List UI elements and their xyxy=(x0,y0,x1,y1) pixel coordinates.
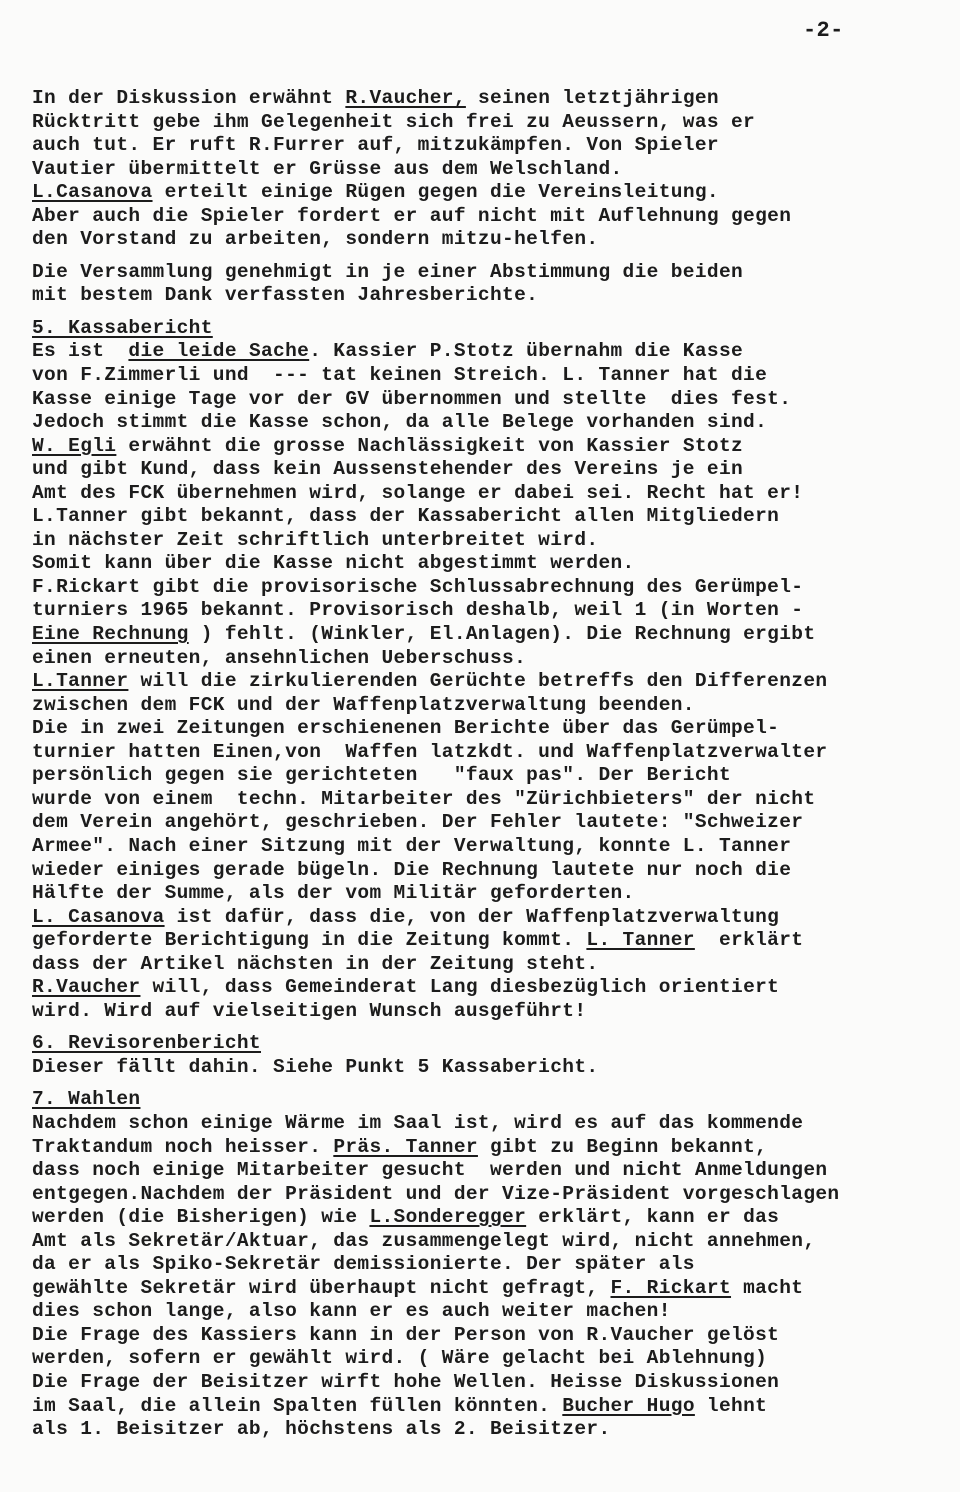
paragraph-gap xyxy=(32,308,947,317)
underlined-name: W. Egli xyxy=(32,434,117,457)
text-line xyxy=(32,811,947,835)
line-segment: in nächster Zeit schriftlich unterbreitet wird. xyxy=(32,528,599,551)
text-line xyxy=(32,882,947,906)
underlined-name: L. Casanova xyxy=(32,905,165,928)
text-line xyxy=(32,261,947,285)
line-segment: 5. Kassabericht xyxy=(32,316,213,339)
text-line xyxy=(32,1112,947,1136)
line-segment: Amt des FCK übernehmen wird, solange er dabei sei. Recht hat er! xyxy=(32,481,804,504)
text-line xyxy=(32,764,947,788)
line-segment: will, dass Gemeinderat Lang diesbezüglich orientiert xyxy=(140,976,780,999)
line-segment: Hälfte der Summe, als der vom Militär geforderten. xyxy=(32,882,635,905)
line-segment: Traktandum noch heisser. xyxy=(32,1135,334,1158)
line-segment: Die in zwei Zeitungen erschienenen Berichte über das Gerümpel- xyxy=(32,717,780,740)
line-segment: Amt als Sekretär/Aktuar, das zusammengelegt wird, nicht annehmen, xyxy=(32,1229,816,1252)
text-line xyxy=(32,717,947,741)
section-heading xyxy=(32,1032,947,1056)
text-line xyxy=(32,134,947,158)
text-line xyxy=(32,599,947,623)
line-segment: will die zirkulierenden Gerüchte betreffs den Differenzen xyxy=(128,670,828,693)
text-line xyxy=(32,458,947,482)
text-line xyxy=(32,388,947,412)
line-segment: wird. Wird auf vielseitigen Wunsch ausgeführt! xyxy=(32,999,587,1022)
text-line xyxy=(32,623,947,647)
text-line xyxy=(32,181,947,205)
line-segment: Es ist xyxy=(32,340,129,363)
text-line xyxy=(32,205,947,229)
text-line xyxy=(32,1277,947,1301)
line-segment: zwischen dem FCK und der Waffenplatzverwaltung beenden. xyxy=(32,693,695,716)
line-segment: dies schon lange, also kann er es auch weiter machen! xyxy=(32,1300,671,1323)
line-segment: geforderte Berichtigung in die Zeitung kommt. xyxy=(32,929,587,952)
text-line xyxy=(32,1159,947,1183)
line-segment: werden (die Bisherigen) wie xyxy=(32,1206,370,1229)
line-segment: wieder einiges gerade bügeln. Die Rechnung lautete nur noch die xyxy=(32,858,792,881)
underlined-name: L.Casanova xyxy=(32,181,153,204)
text-line xyxy=(32,1056,947,1080)
text-line xyxy=(32,1253,947,1277)
text-line xyxy=(32,529,947,553)
text-line xyxy=(32,1136,947,1160)
underlined-name: die leide Sache xyxy=(128,340,310,363)
line-segment: Dieser fällt dahin. Siehe Punkt 5 Kassabericht. xyxy=(32,1055,599,1078)
underlined-name: L.Sonderegger xyxy=(369,1206,527,1229)
line-segment: Rücktritt gebe ihm Gelegenheit sich frei zu Aeussern, was er xyxy=(32,110,756,133)
text-line xyxy=(32,228,947,252)
line-segment: Aber auch die Spieler fordert er auf nicht mit Auflehnung gegen xyxy=(32,204,792,227)
line-segment: einen erneuten, ansehnlichen Ueberschuss. xyxy=(32,646,527,669)
line-segment: den Vorstand zu arbeiten, sondern mitzu-helfen. xyxy=(32,228,599,251)
text-line xyxy=(32,111,947,135)
line-segment: ) fehlt. (Winkler, El.Anlagen). Die Rechnung ergibt xyxy=(188,623,816,646)
line-segment: da er als Spiko-Sekretär demissionierte. Der später als xyxy=(32,1253,695,1276)
line-segment: auch tut. Er ruft R.Furrer auf, mitzukämpfen. Von Spieler xyxy=(32,134,719,157)
line-segment: gibt zu Beginn bekannt, xyxy=(477,1135,768,1158)
line-segment: im Saal, die allein Spalten füllen könnten. xyxy=(32,1394,563,1417)
line-segment: . Kassier P.Stotz übernahm die Kasse xyxy=(309,340,744,363)
text-line xyxy=(32,1183,947,1207)
text-line xyxy=(32,87,947,111)
line-segment: Nachdem schon einige Wärme im Saal ist, wird es auf das kommende xyxy=(32,1111,804,1134)
paragraph-gap xyxy=(32,1023,947,1032)
text-line xyxy=(32,340,947,364)
text-line xyxy=(32,741,947,765)
line-segment: Jedoch stimmt die Kasse schon, da alle Belege vorhanden sind. xyxy=(32,411,768,434)
underlined-name: L. Tanner xyxy=(586,929,695,952)
text-line xyxy=(32,906,947,930)
line-segment: persönlich gegen sie gerichteten "faux pas". Der Bericht xyxy=(32,764,732,787)
line-segment: turnier hatten Einen,von Waffen latzkdt. und Waffenplatzverwalter xyxy=(32,740,828,763)
text-line xyxy=(32,859,947,883)
line-segment: seinen letztjährigen xyxy=(465,87,719,109)
text-line xyxy=(32,1418,947,1442)
line-segment: als 1. Beisitzer ab, höchstens als 2. Beisitzer. xyxy=(32,1418,611,1441)
underlined-name: R.Vaucher xyxy=(32,976,141,999)
line-segment: dass der Artikel nächsten in der Zeitung steht. xyxy=(32,952,599,975)
text-line xyxy=(32,1230,947,1254)
line-segment: von F.Zimmerli und --- tat keinen Streich. L. Tanner hat die xyxy=(32,364,768,387)
text-line xyxy=(32,364,947,388)
text-line xyxy=(32,435,947,459)
section-heading xyxy=(32,1088,947,1112)
underlined-name: Präs. Tanner xyxy=(333,1135,478,1158)
line-segment: und gibt Kund, dass kein Aussenstehender des Vereins je ein xyxy=(32,458,744,481)
line-segment: dem Verein angehört, geschrieben. Der Fehler lautete: "Schweizer xyxy=(32,811,804,834)
line-segment: Die Frage der Beisitzer wirft hohe Wellen. Heisse Diskussionen xyxy=(32,1370,780,1393)
text-line xyxy=(32,929,947,953)
line-segment: Die Versammlung genehmigt in je einer Abstimmung die beiden xyxy=(32,260,744,283)
text-line xyxy=(32,788,947,812)
line-segment: F.Rickart gibt die provisorische Schlussabrechnung des Gerümpel- xyxy=(32,575,804,598)
text-line xyxy=(32,482,947,506)
underlined-name: R.Vaucher, xyxy=(345,87,466,109)
underlined-name: F. Rickart xyxy=(610,1276,732,1299)
line-segment: lehnt xyxy=(694,1394,768,1417)
line-segment: Somit kann über die Kasse nicht abgestimmt werden. xyxy=(32,552,635,575)
text-line xyxy=(32,953,947,977)
text-line xyxy=(32,670,947,694)
line-segment: Die Frage des Kassiers kann in der Person von R.Vaucher gelöst xyxy=(32,1323,780,1346)
text-line xyxy=(32,1000,947,1024)
line-segment: 6. Revisorenbericht xyxy=(32,1032,261,1055)
line-segment: 7. Wahlen xyxy=(32,1088,141,1111)
text-line xyxy=(32,1395,947,1419)
text-line xyxy=(32,976,947,1000)
line-segment: erteilt einige Rügen gegen die Vereinsleitung. xyxy=(152,181,719,204)
line-segment: erwähnt die grosse Nachlässigkeit von Kassier Stotz xyxy=(116,434,744,457)
line-segment: macht xyxy=(731,1276,804,1299)
text-line xyxy=(32,1347,947,1371)
text-line xyxy=(32,1371,947,1395)
line-segment: L.Tanner gibt bekannt, dass der Kassabericht allen Mitgliedern xyxy=(32,505,780,528)
line-segment: In der Diskussion erwähnt xyxy=(32,87,346,109)
underlined-name: Eine Rechnung xyxy=(32,623,189,646)
text-line xyxy=(32,835,947,859)
text-line xyxy=(32,694,947,718)
line-segment: erklärt xyxy=(694,929,804,952)
text-line xyxy=(32,505,947,529)
line-segment: Vautier übermittelt er Grüsse aus dem Welschland. xyxy=(32,157,623,180)
text-line xyxy=(32,158,947,182)
underlined-name: L.Tanner xyxy=(32,670,129,693)
line-segment: mit bestem Dank verfassten Jahresberichte. xyxy=(32,284,539,307)
line-segment: dass noch einige Mitarbeiter gesucht werden und nicht Anmeldungen xyxy=(32,1159,828,1182)
text-line xyxy=(32,576,947,600)
text-line xyxy=(32,1300,947,1324)
underlined-name: Bucher Hugo xyxy=(562,1394,695,1417)
text-line xyxy=(32,1324,947,1348)
section-heading xyxy=(32,317,947,341)
line-segment: gewählte Sekretär wird überhaupt nicht gefragt, xyxy=(32,1276,611,1299)
line-segment: ist dafür, dass die, von der Waffenplatzverwaltung xyxy=(164,905,780,928)
line-segment: erklärt, kann er das xyxy=(526,1206,780,1229)
line-segment: wurde von einem techn. Mitarbeiter des "Zürichbieters" der nicht xyxy=(32,787,816,810)
line-segment: Armee". Nach einer Sitzung mit der Verwaltung, konnte L. Tanner xyxy=(32,834,792,857)
line-segment: turniers 1965 bekannt. Provisorisch deshalb, weil 1 (in Worten - xyxy=(32,599,804,622)
line-segment: werden, sofern er gewählt wird. ( Wäre gelacht bei Ablehnung) xyxy=(32,1347,768,1370)
line-segment: Kasse einige Tage vor der GV übernommen und stellte dies fest. xyxy=(32,387,792,410)
document-body xyxy=(32,87,947,1442)
text-line xyxy=(32,647,947,671)
paragraph-gap xyxy=(32,252,947,261)
paragraph-gap xyxy=(32,1079,947,1088)
text-line xyxy=(32,552,947,576)
text-line xyxy=(32,411,947,435)
line-segment: entgegen.Nachdem der Präsident und der Vize-Präsident vorgeschlagen xyxy=(32,1182,840,1205)
text-line xyxy=(32,284,947,308)
page-number: -2- xyxy=(803,18,844,43)
text-line xyxy=(32,1206,947,1230)
